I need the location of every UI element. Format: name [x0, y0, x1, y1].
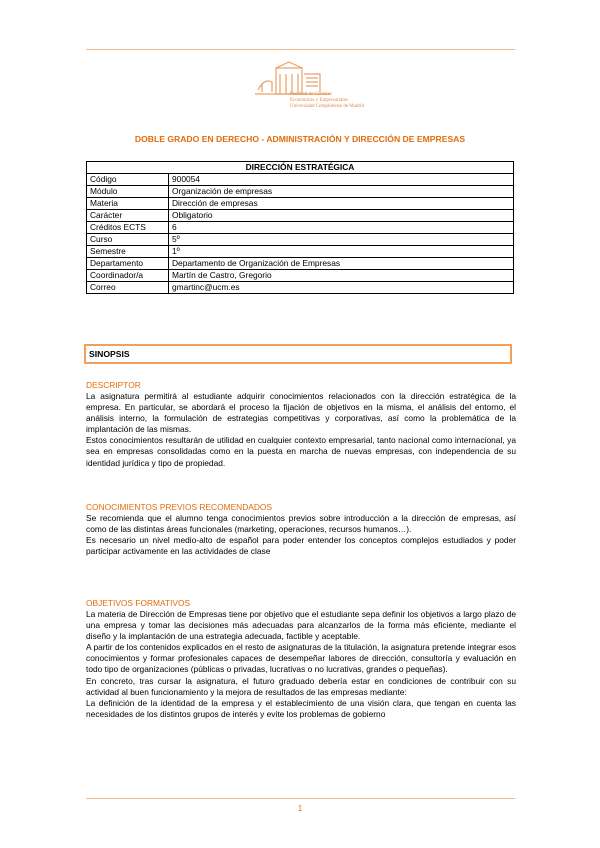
section-heading: CONOCIMIENTOS PREVIOS RECOMENDADOS: [86, 502, 272, 512]
section-heading: DESCRIPTOR: [86, 380, 141, 390]
row-label: Código: [87, 174, 169, 186]
row-label: Créditos ECTS: [87, 222, 169, 234]
logo-caption: [290, 92, 364, 110]
logo-line: Económicas y Empresariales: [290, 98, 348, 103]
degree-title: DOBLE GRADO EN DERECHO - ADMINISTRACIÓN Y DIRECCIÓN DE EMPRESAS: [134, 134, 466, 144]
footer-rule: [86, 798, 515, 799]
table-row: [87, 186, 514, 198]
paragraph: A partir de los contenidos explicados en el resto de asignaturas de la titulación, la asignatura pretende integrar esos conocimientos y formar profesionales capaces de desempeñar labores de dirección, consultoría y evaluación en todo tipo de organizaciones (públicas o privadas, lucrativas o no lucrativas, grandes o pequeñas).: [86, 642, 516, 675]
course-info-table: [86, 161, 514, 294]
table-row: [87, 210, 514, 222]
page-number: 1: [297, 804, 303, 813]
paragraph: En concreto, tras cursar la asignatura, el futuro graduado debería estar en condiciones de contribuir con su actividad al buen funcionamiento y la mejora de resultados de las empresas mediante:: [86, 675, 516, 697]
row-value: Organización de empresas: [169, 186, 514, 198]
table-row: [87, 270, 514, 282]
row-value: 900054: [169, 174, 514, 186]
row-label: Semestre: [87, 246, 169, 258]
paragraph: Se recomienda que el alumno tenga conocimientos previos sobre introducción a la dirección de empresas, así como de las distintas áreas funcionales (marketing, operaciones, recursos humanos…).: [86, 513, 516, 535]
row-value: 5º: [169, 234, 514, 246]
row-value: Martín de Castro, Gregorio: [169, 270, 514, 282]
course-title: DIRECCIÓN ESTRATÉGICA: [87, 162, 514, 174]
row-value: 6: [169, 222, 514, 234]
email-link[interactable]: gmartinc@ucm.es: [169, 282, 514, 294]
table-row: [87, 246, 514, 258]
table-row: [87, 198, 514, 210]
row-value: Departamento de Organización de Empresas: [169, 258, 514, 270]
section-heading: OBJETIVOS FORMATIVOS: [86, 598, 191, 608]
table-row: [87, 222, 514, 234]
row-value: Obligatorio: [169, 210, 514, 222]
paragraph: La asignatura permitirá al estudiante adquirir conocimientos relacionados con la dirección estratégica de la empresa. En particular, se abordará el proceso la fijación de objetivos en la misma, el análisis del entorno, el análisis interno, la formulación de estrategias competitivas y corporativas, así como la problemática de la implantación de las mismas.: [86, 391, 516, 435]
descriptor-section: [86, 380, 516, 469]
table-row: [87, 234, 514, 246]
row-value: 1º: [169, 246, 514, 258]
table-row: [87, 282, 514, 294]
row-label: Materia: [87, 198, 169, 210]
row-value: Dirección de empresas: [169, 198, 514, 210]
paragraph: Es necesario un nivel medio-alto de español para poder entender los conceptos complejos estudiados y poder participar activamente en las actividades de clase: [86, 535, 516, 557]
paragraph: La materia de Dirección de Empresas tiene por objetivo que el estudiante sepa definir los objetivos a largo plazo de una empresa y tomar las decisiones más adecuadas para alcanzarlos de la forma más eficiente, mediante el diseño y la implantación de una estrategia adecuada, factible y aceptable.: [86, 609, 516, 642]
row-label: Correo: [87, 282, 169, 294]
logo-line: Facultad de Ciencias: [290, 92, 332, 97]
row-label: Departamento: [87, 258, 169, 270]
row-label: Módulo: [87, 186, 169, 198]
row-label: Carácter: [87, 210, 169, 222]
row-label: Curso: [87, 234, 169, 246]
table-row: [87, 162, 514, 174]
table-row: [87, 258, 514, 270]
header-rule: [86, 49, 515, 50]
row-label: Coordinador/a: [87, 270, 169, 282]
sinopsis-heading: SINOPSIS: [84, 344, 512, 364]
objectives-section: [86, 598, 516, 720]
table-row: [87, 174, 514, 186]
prior-knowledge-section: [86, 502, 516, 557]
logo-line: Universidad Complutense de Madrid: [290, 104, 365, 109]
paragraph: Estos conocimientos resultarán de utilidad en cualquier contexto empresarial, tanto nacional como internacional, ya sea en empresas consolidadas como en la puesta en marcha de nuevas empresas, con independencia de su identidad jurídica y tipo de propiedad.: [86, 435, 516, 468]
paragraph: La definición de la identidad de la empresa y el establecimiento de una visión clara, que tengan en cuenta las necesidades de los distintos grupos de interés y evite los problemas de gobierno: [86, 697, 516, 719]
